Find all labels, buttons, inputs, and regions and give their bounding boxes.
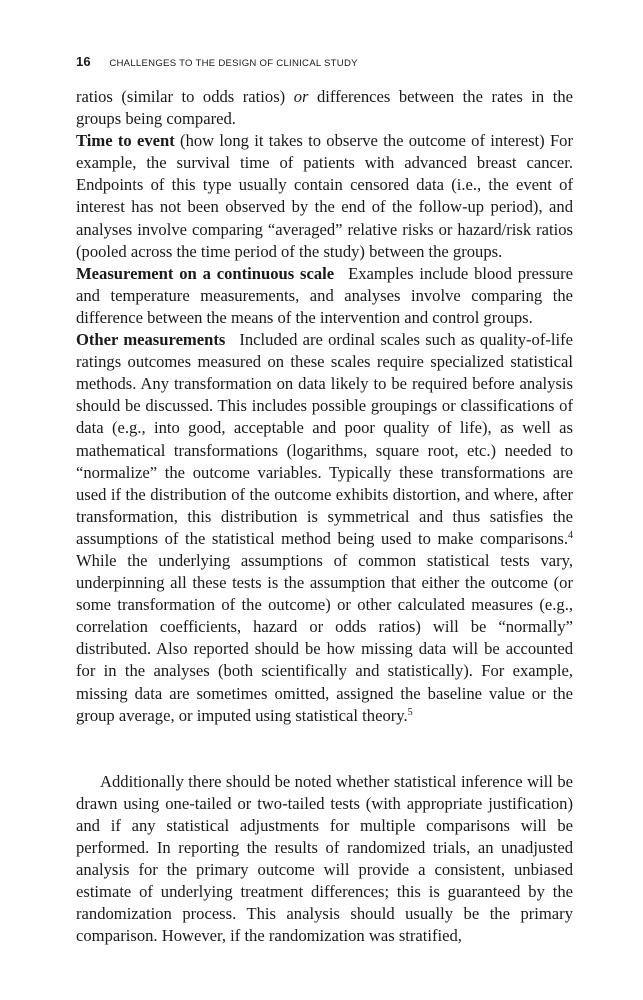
text-span: Examples include blood pressure and temperature measurements, and analyses involve comparing the difference between the means of the intervention and control groups. [76,263,573,327]
text-span: While the underlying assumptions of common statistical tests vary, underpinning all these tests is the assumption that either the outcome (or some transformation of the outcome) or other calculated measures (e.g., correlation coefficients, hazard or odds ratios) will be “normally” distributed. Also reported should be how missing data will be accounted for in the analyses (both scientifically and statistically). For example, missing data are sometimes omitted, assigned the baseline value or the group average, or imputed using statistical theory. [76,550,573,725]
paragraph-other-measurements [76,329,573,727]
text-span: Included are ordinal scales such as quality-of-life ratings outcomes measured on these scales require specialized statistical methods. Any transformation on data likely to be required before analysis should be discussed. This includes possible groupings or classifications of data (e.g., into good, acceptable and poor quality of life), as well as mathematical transformations (logarithms, square root, etc.) needed to “normalize” the outcome variables. Typically these transformations are used if the distribution of the outcome exhibits distortion, and where, after transformation, this distribution is symmetrical and thus satisfies the assumptions of the statistical method being used to make comparisons. [76,330,574,548]
page-number: 16 [76,54,91,69]
text-span: differences between the rates in the groups being compared. [76,87,573,129]
term-time-to-event: Time to event [76,131,175,151]
emphasis-or: or [293,87,309,106]
footnote-ref: 4 [568,529,573,541]
term-continuous-scale: Measurement on a continuous scale [76,263,335,283]
running-title: CHALLENGES TO THE DESIGN OF CLINICAL STUDY [109,58,358,69]
paragraph-ratios [76,86,573,130]
body-text [76,86,573,947]
text-span: (how long it takes to observe the outcome of interest) For example, the survival time of patients with advanced breast cancer. Endpoints of this type usually contain censored data (i.e., the event of interest has not been observed by the end of the follow-up period), and analyses involve comparing “averaged” relative risks or hazard/risk ratios (pooled across the time period of the study) between the groups. [76,131,573,261]
paragraph-continuous-scale [76,263,573,329]
term-other-measurements: Other measurements [76,330,226,350]
footnote-ref: 5 [407,706,413,718]
text-span: ratios (similar to odds ratios) [76,87,294,106]
paragraph-time-to-event [76,130,573,263]
paragraph-spacer [76,727,573,771]
running-head [76,53,596,71]
paragraph-additionally: Additionally there should be noted whether statistical inference will be drawn using one-tailed or two-tailed tests (with appropriate justification) and if any statistical adjustments for multiple comparisons will be performed. In reporting the results of randomized trials, an unadjusted analysis for the primary outcome will provide a consistent, unbiased estimate of underlying treatment differences; this is guaranteed by the randomization process. This analysis should usually be the primary comparison. However, if the randomization was stratified, [76,771,573,946]
